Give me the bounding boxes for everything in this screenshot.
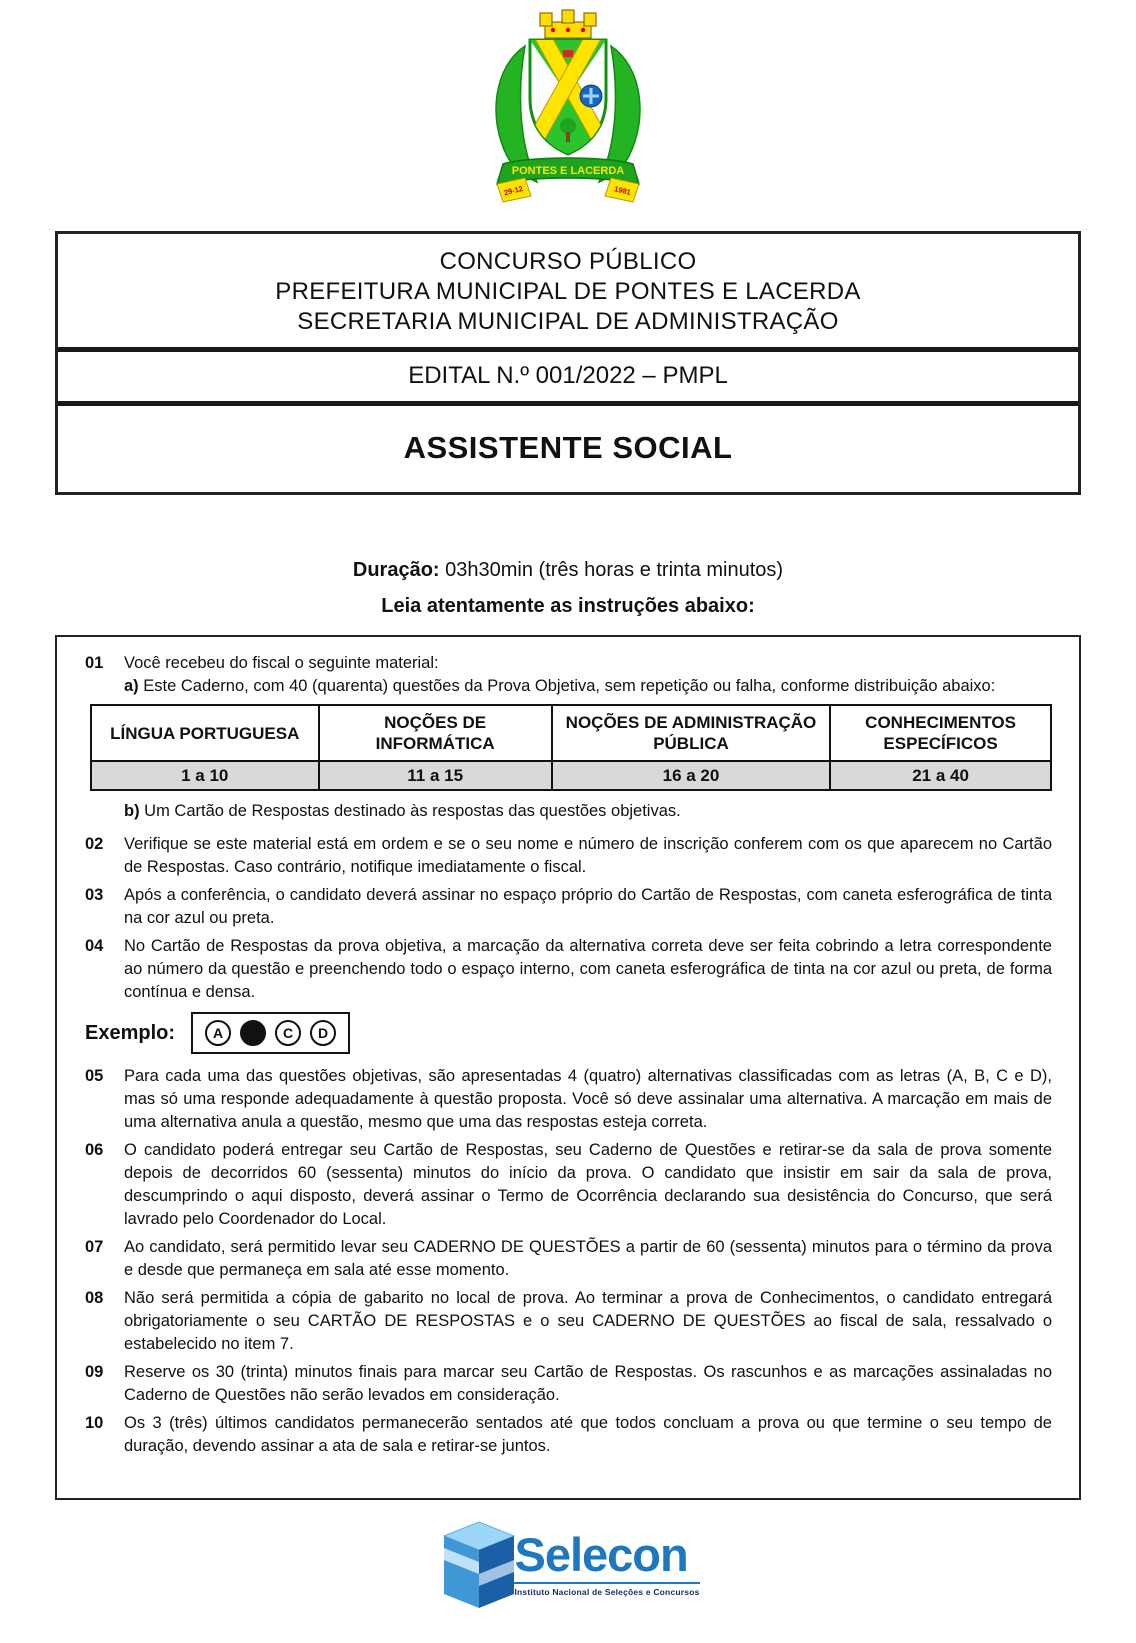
divider-rule [58, 347, 1078, 352]
selecon-wordmark: Selecon [514, 1527, 688, 1581]
sub-a-label: a) [124, 677, 139, 695]
table-range-cell: 21 a 40 [830, 761, 1051, 790]
table-range-row [91, 761, 1051, 790]
item-number: 06 [85, 1141, 104, 1159]
duration-value: 03h30min (três horas e trinta minutos) [445, 559, 784, 581]
item-text: Os 3 (três) últimos candidatos permanecerão sentados até que todos concluam a prova ou que termine o seu tempo de duração, devendo assinar a ata de sala e retirar-se juntos. [124, 1414, 1052, 1455]
sub-a-text: Este Caderno, com 40 (quarenta) questões da Prova Objetiva, sem repetição ou falha, conforme distribuição abaixo: [143, 677, 996, 695]
instruction-item-07 [85, 1236, 1052, 1282]
answer-example-box [191, 1012, 350, 1054]
table-header-administracao: NOÇÕES DE ADMINISTRAÇÃO PÚBLICA [552, 705, 830, 761]
intro-section [0, 557, 1136, 619]
question-distribution-table [90, 704, 1052, 791]
item-text: Não será permitida a cópia de gabarito no local de prova. Ao terminar a prova de Conhecimentos, o candidato entregará obrigatoriamente o seu CARTÃO DE RESPOSTAS e o seu CADERNO DE QUESTÕES ao fiscal de sala, ressalvado o estabelecido no item 7. [124, 1289, 1052, 1353]
sub-b-label: b) [124, 802, 140, 820]
duration-label: Duração: [352, 559, 440, 581]
item-number: 01 [85, 654, 104, 672]
table-range-cell: 11 a 15 [319, 761, 552, 790]
item-text: Após a conferência, o candidato deverá assinar no espaço próprio do Cartão de Respostas, com caneta esferográfica de tinta na cor azul ou preta. [124, 886, 1052, 927]
selecon-cube-icon [436, 1514, 522, 1612]
item-text: O candidato poderá entregar seu Cartão de Respostas, seu Caderno de Questões e retirar-se da sala de prova somente depois de decorridos 60 (sessenta) minutos do início da prova. O candidato que insistir em sair da sala de prova, descumprindo o aqui disposto, deverá assinar o Termo de Ocorrência declarando sua desistência do Concurso, que será lavrado pelo Coordenador do Local. [124, 1141, 1052, 1228]
header-line-concurso: CONCURSO PÚBLICO [439, 248, 697, 275]
instruction-item-04 [85, 935, 1052, 1004]
item-text: Ao candidato, será permitido levar seu CADERNO DE QUESTÕES a partir de 60 (sessenta) minutos para o término da prova e desde que permaneça em sala até esse momento. [124, 1238, 1052, 1279]
crest-container [0, 0, 1136, 211]
item-text: Reserve os 30 (trinta) minutos finais para marcar seu Cartão de Respostas. Os rascunhos e as marcações assinaladas no Caderno de Questões não serão levados em consideração. [124, 1363, 1052, 1404]
header-box [55, 231, 1081, 495]
read-instructions-title: Leia atentamente as instruções abaixo: [381, 595, 755, 617]
item-number-spacer [85, 800, 124, 823]
item-text: Para cada uma das questões objetivas, são apresentadas 4 (quatro) alternativas classificadas com as letras (A, B, C e D), mas só uma responde adequadamente à questão proposta. Você só deve assinalar uma alternativa. A marcação em mais de uma alternativa anula a questão, mesmo que uma das respostas esteja correta. [124, 1067, 1052, 1131]
option-b-bubble-filled [240, 1020, 266, 1046]
item-body [124, 652, 1052, 698]
table-header-informatica: NOÇÕES DE INFORMÁTICA [319, 705, 552, 761]
option-d-bubble: D [310, 1020, 336, 1046]
item-number: 02 [85, 835, 104, 853]
example-row [85, 1012, 1052, 1054]
item-number: 08 [85, 1289, 104, 1307]
instruction-item-02 [85, 833, 1052, 879]
sub-b-text: Um Cartão de Respostas destinado às respostas das questões objetivas. [144, 802, 681, 820]
example-label: Exemplo: [85, 1021, 176, 1044]
item-text: Verifique se este material está em ordem e se o seu nome e número de inscrição conferem com os que aparecem no Cartão de Respostas. Caso contrário, notifique imediatamente o fiscal. [124, 835, 1052, 876]
item-number: 05 [85, 1067, 104, 1085]
option-a-bubble: A [205, 1020, 231, 1046]
item-number: 10 [85, 1414, 104, 1432]
position-title: ASSISTENTE SOCIAL [403, 430, 733, 465]
item-number: 03 [85, 886, 104, 904]
instruction-item-03 [85, 884, 1052, 930]
edital-number: EDITAL N.º 001/2022 – PMPL [408, 362, 728, 389]
item-number: 09 [85, 1363, 104, 1381]
instruction-item-08 [85, 1287, 1052, 1356]
item-text: Você recebeu do fiscal o seguinte material: [124, 654, 439, 672]
table-header-lingua-portuguesa: LÍNGUA PORTUGUESA [91, 705, 319, 761]
municipal-crest-icon [473, 8, 663, 206]
selecon-wordmark-block [514, 1527, 700, 1597]
crest-date-left: 29-12 [502, 183, 524, 198]
selecon-tagline: Instituto Nacional de Seleções e Concursos [514, 1586, 700, 1597]
header-line-secretaria: SECRETARIA MUNICIPAL DE ADMINISTRAÇÃO [297, 308, 839, 335]
selecon-logo [0, 1514, 1136, 1612]
item-body [124, 800, 1052, 823]
instructions-box [55, 635, 1081, 1500]
instruction-item-01b [85, 800, 1052, 823]
option-c-bubble: C [275, 1020, 301, 1046]
item-number: 07 [85, 1238, 104, 1256]
item-number: 04 [85, 937, 104, 955]
instruction-item-05 [85, 1065, 1052, 1134]
header-line-prefeitura: PREFEITURA MUNICIPAL DE PONTES E LACERDA [275, 278, 861, 305]
table-range-cell: 16 a 20 [552, 761, 830, 790]
table-header-especificos: CONHECIMENTOS ESPECÍFICOS [830, 705, 1051, 761]
instruction-item-10 [85, 1412, 1052, 1458]
instruction-item-09 [85, 1361, 1052, 1407]
table-range-cell: 1 a 10 [91, 761, 319, 790]
crest-banner-text: PONTES E LACERDA [511, 165, 625, 177]
table-header-row [91, 705, 1051, 761]
crest-date-right: 1981 [613, 184, 632, 197]
instruction-item-01 [85, 652, 1052, 698]
selecon-underline [514, 1582, 699, 1584]
divider-rule [58, 401, 1078, 406]
duration-line [0, 557, 1136, 583]
instruction-item-06 [85, 1139, 1052, 1231]
item-text: No Cartão de Respostas da prova objetiva, a marcação da alternativa correta deve ser feita cobrindo a letra correspondente ao número da questão e preenchendo todo o espaço interno, com caneta esferográfica de tinta na cor azul ou preta, de forma contínua e densa. [124, 937, 1052, 1001]
item-sub-a [124, 675, 1052, 698]
